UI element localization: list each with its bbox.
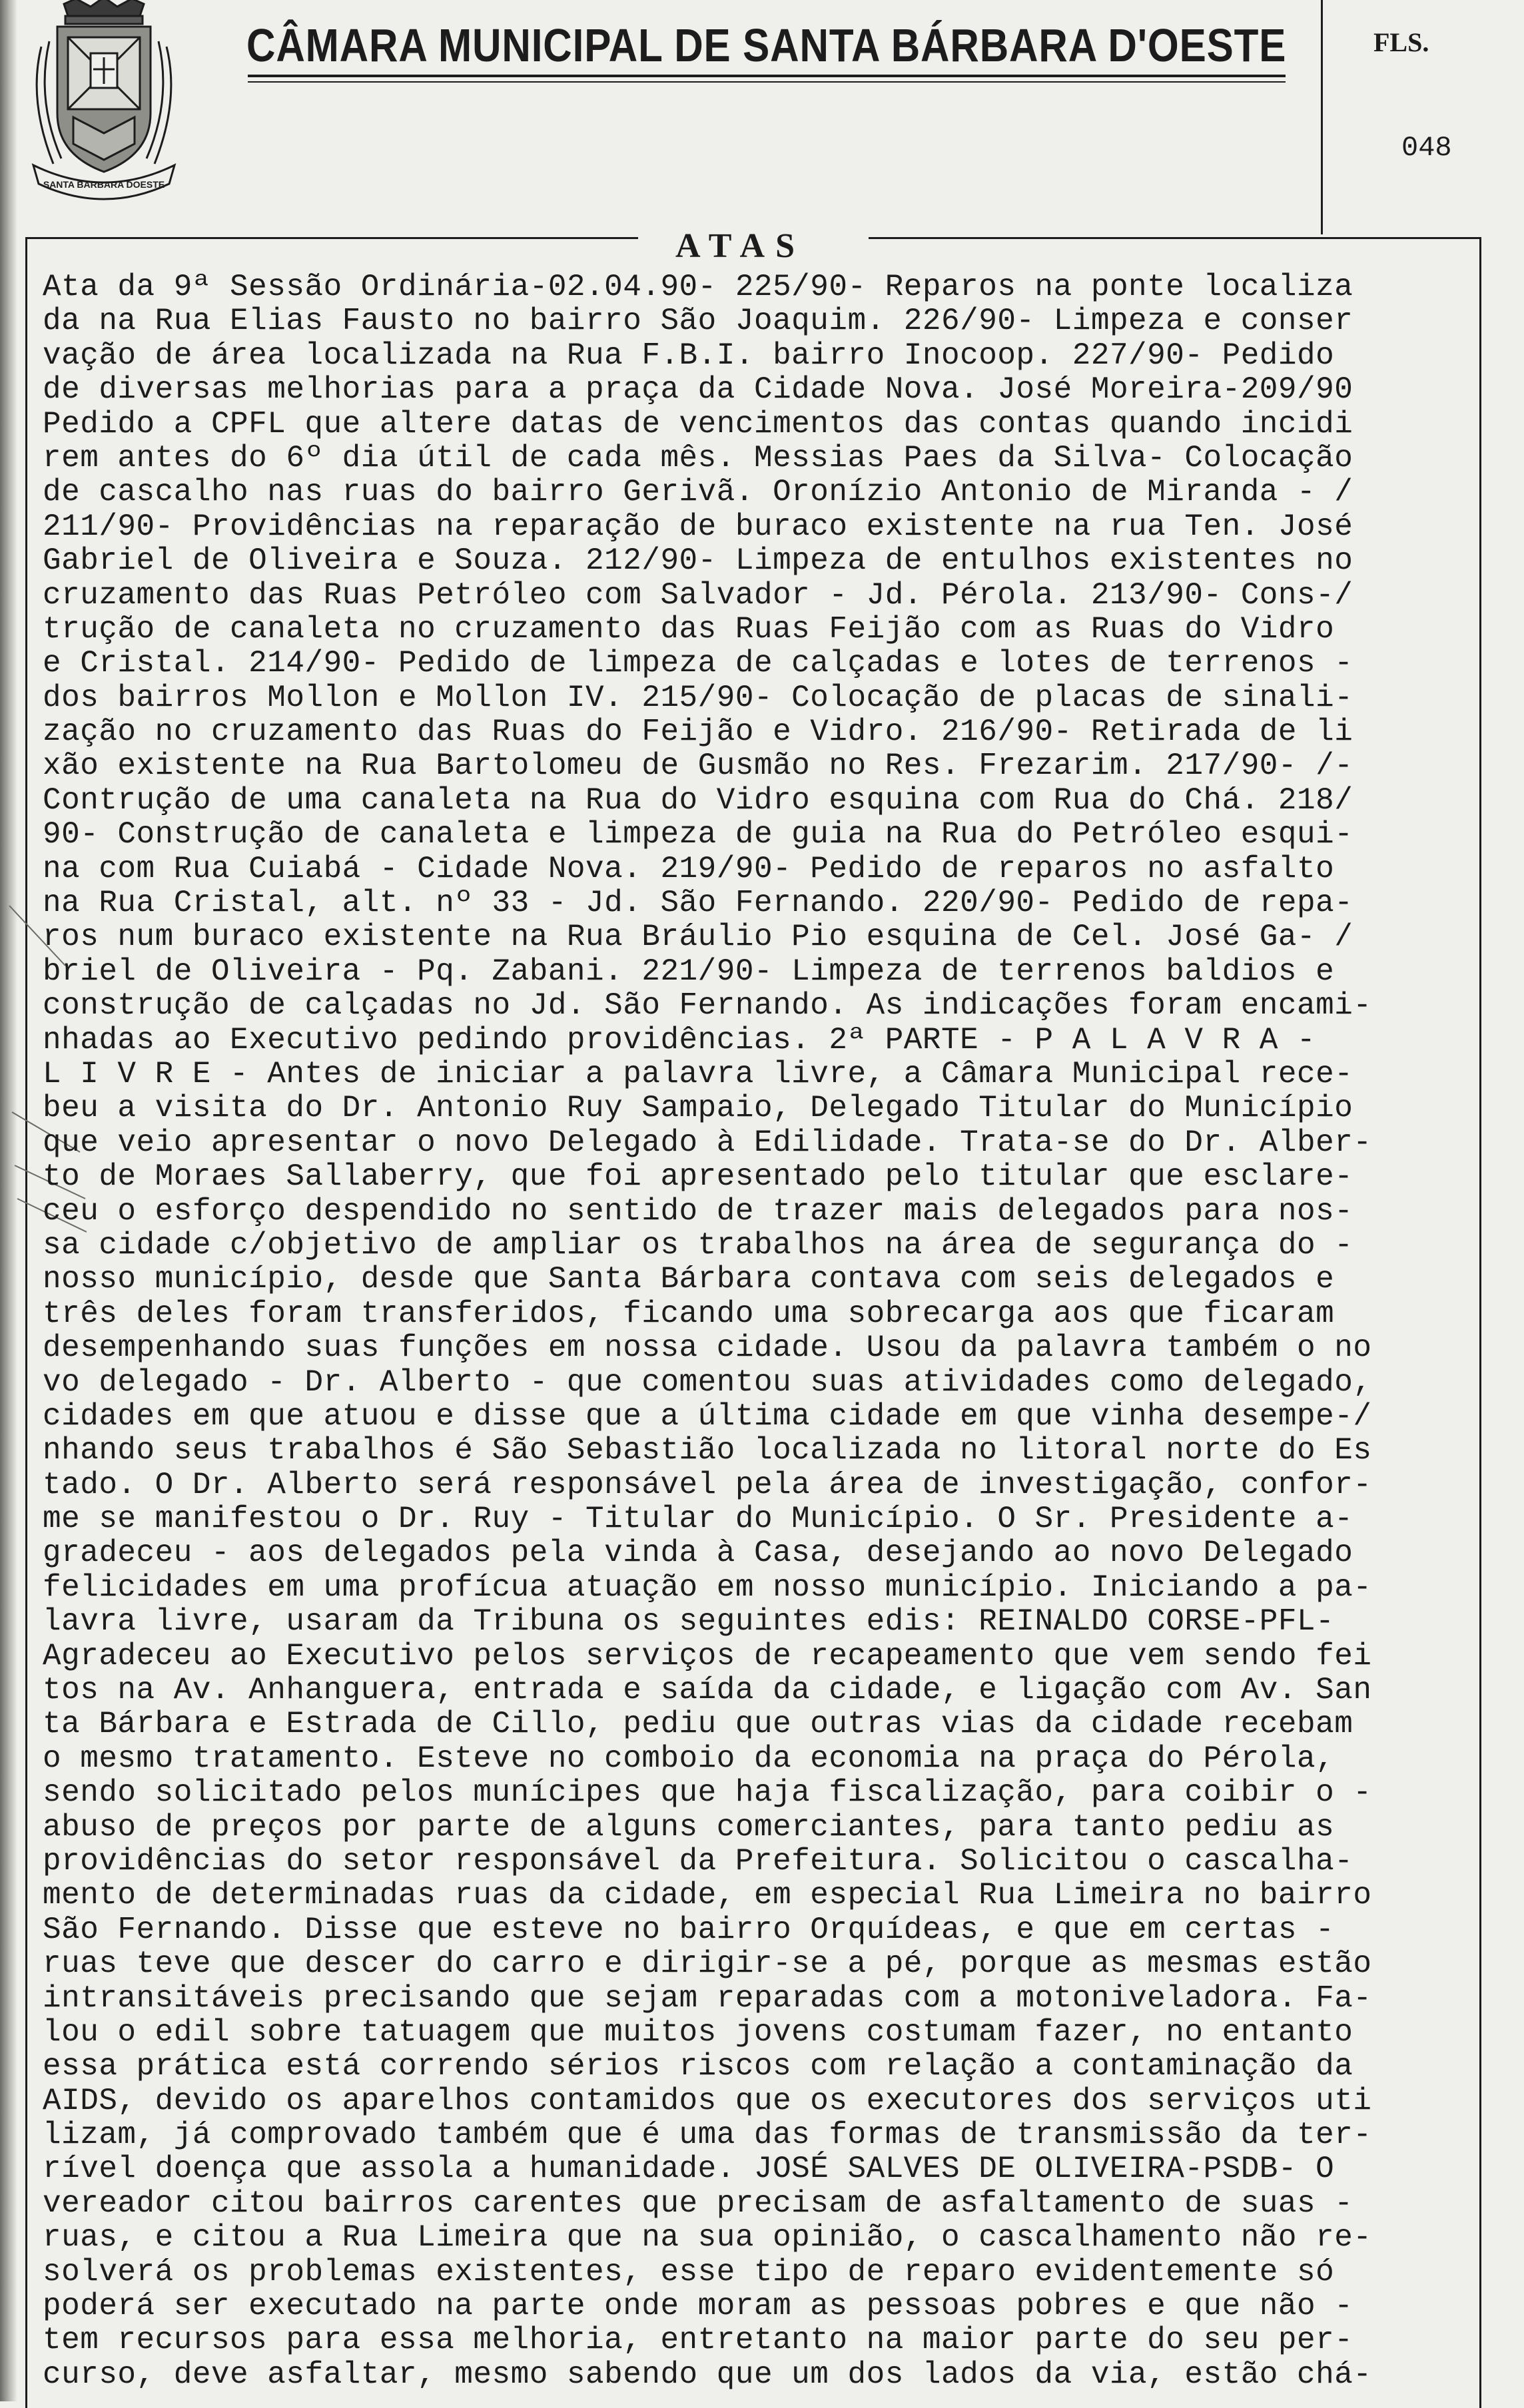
minutes-line: mento de determinadas ruas da cidade, em especial Rua Limeira no bairro xyxy=(43,1878,1372,1913)
minutes-line: cruzamento das Ruas Petróleo com Salvador - Jd. Pérola. 213/90- Cons-/ xyxy=(43,577,1353,613)
title-underline-thick xyxy=(248,75,1286,77)
minutes-line: lavra livre, usaram da Tribuna os seguintes edis: REINALDO CORSE-PFL- xyxy=(43,1604,1335,1640)
minutes-line: ruas teve que descer do carro e dirigir-se a pé, porque as mesmas estão xyxy=(43,1947,1372,1982)
minutes-line: vação de área localizada na Rua F.B.I. bairro Inocoop. 227/90- Pedido xyxy=(43,338,1335,373)
minutes-line: sa cidade c/objetivo de ampliar os trabalhos na área de segurança do - xyxy=(43,1227,1353,1263)
minutes-line: Pedido a CPFL que altere datas de vencimentos das contas quando incidi xyxy=(43,406,1353,442)
minutes-line: desempenhando suas funções em nossa cidade. Usou da palavra também o no xyxy=(43,1331,1372,1366)
minutes-line: 90- Construção de canaleta e limpeza de guia na Rua do Petróleo esqui- xyxy=(43,817,1353,852)
minutes-line: cidades em que atuou e disse que a última cidade em que vinha desempe-/ xyxy=(43,1398,1372,1434)
minutes-line: tos na Av. Anhanguera, entrada e saída da cidade, e ligação com Av. San xyxy=(43,1673,1372,1708)
minutes-line: tem recursos para essa melhoria, entretanto na maior parte do seu per- xyxy=(43,2323,1353,2358)
minutes-line: tado. O Dr. Alberto será responsável pela área de investigação, confor- xyxy=(43,1467,1372,1502)
minutes-line: intransitáveis precisando que sejam reparadas com a motoniveladora. Fa- xyxy=(43,1980,1372,2016)
minutes-line: na com Rua Cuiabá - Cidade Nova. 219/90- Pedido de reparos no asfalto xyxy=(43,851,1335,886)
minutes-line: briel de Oliveira - Pq. Zabani. 221/90- Limpeza de terrenos baldios e xyxy=(43,954,1335,989)
minutes-line: o mesmo tratamento. Esteve no comboio da economia na praça do Pérola, xyxy=(43,1741,1335,1776)
fls-label: FLS. xyxy=(1373,27,1429,57)
minutes-line: na Rua Cristal, alt. nº 33 - Jd. São Fernando. 220/90- Pedido de repa- xyxy=(43,886,1353,921)
minutes-line: vereador citou bairros carentes que precisam de asfaltamento de suas - xyxy=(43,2186,1353,2221)
section-title: ATAS xyxy=(675,227,805,265)
minutes-line: abuso de preços por parte de alguns comerciantes, para tanto pediu as xyxy=(43,1809,1335,1845)
minutes-line: ta Bárbara e Estrada de Cillo, pediu que outras vias da cidade recebam xyxy=(43,1707,1353,1742)
minutes-line: São Fernando. Disse que esteve no bairro Orquídeas, e que em certas - xyxy=(43,1912,1335,1947)
minutes-line: três deles foram transferidos, ficando uma sobrecarga aos que ficaram xyxy=(43,1296,1335,1331)
minutes-line: to de Moraes Sallaberry, que foi apresentado pelo titular que esclare- xyxy=(43,1159,1353,1195)
minutes-line: de diversas melhorias para a praça da Cidade Nova. José Moreira-209/90 xyxy=(43,372,1353,408)
minutes-body xyxy=(43,270,1475,2392)
minutes-line: zação no cruzamento das Ruas do Feijão e Vidro. 216/90- Retirada de li xyxy=(43,715,1353,750)
minutes-line: que veio apresentar o novo Delegado à Edilidade. Trata-se do Dr. Alber- xyxy=(43,1125,1372,1160)
page-number: 048 xyxy=(1401,132,1452,164)
minutes-line: sendo solicitado pelos munícipes que haja fiscalização, para coibir o - xyxy=(43,1775,1372,1811)
minutes-line: felicidades em uma profícua atuação em nosso município. Iniciando a pa- xyxy=(43,1570,1372,1605)
minutes-line: Contrução de uma canaleta na Rua do Vidro esquina com Rua do Chá. 218/ xyxy=(43,782,1353,818)
municipal-coat-of-arms xyxy=(27,0,181,206)
minutes-line: rem antes do 6º dia útil de cada mês. Messias Paes da Silva- Colocação xyxy=(43,440,1353,475)
minutes-line: Gabriel de Oliveira e Souza. 212/90- Limpeza de entulhos existentes no xyxy=(43,543,1353,579)
minutes-line: Agradeceu ao Executivo pelos serviços de recapeamento que vem sendo fei xyxy=(43,1638,1372,1673)
minutes-line: nhando seus trabalhos é São Sebastião localizada no litoral norte do Es xyxy=(43,1433,1372,1468)
minutes-line: solverá os problemas existentes, esse tipo de reparo evidentemente só xyxy=(43,2254,1335,2289)
minutes-line: beu a visita do Dr. Antonio Ruy Sampaio, Delegado Titular do Município xyxy=(43,1091,1353,1126)
minutes-line: L I V R E - Antes de iniciar a palavra livre, a Câmara Municipal rece- xyxy=(43,1056,1353,1091)
minutes-line: Ata da 9ª Sessão Ordinária-02.04.90- 225/90- Reparos na ponte localiza xyxy=(43,270,1353,304)
title-underline-thin xyxy=(248,81,1286,83)
minutes-line: ruas, e citou a Rua Limeira que na sua opinião, o cascalhamento não re- xyxy=(43,2220,1372,2256)
minutes-line: construção de calçadas no Jd. São Fernando. As indicações foram encami- xyxy=(43,988,1372,1024)
minutes-line: vo delegado - Dr. Alberto - que comentou suas atividades como delegado, xyxy=(43,1364,1372,1400)
minutes-line: curso, deve asfaltar, mesmo sabendo que um dos lados da via, estão chá- xyxy=(43,2357,1372,2392)
minutes-line: nosso município, desde que Santa Bárbara contava com seis delegados e xyxy=(43,1262,1335,1297)
minutes-line: nhadas ao Executivo pedindo providências. 2ª PARTE - P A L A V R A - xyxy=(43,1022,1316,1057)
minutes-line: essa prática está correndo sérios riscos com relação a contaminação da xyxy=(43,2049,1353,2084)
minutes-line: providências do setor responsável da Prefeitura. Solicitou o cascalha- xyxy=(43,1843,1353,1879)
minutes-line: poderá ser executado na parte onde moram as pessoas pobres e que não - xyxy=(43,2289,1353,2324)
minutes-line: ceu o esforço despendido no sentido de trazer mais delegados para nos- xyxy=(43,1193,1353,1229)
minutes-line: AIDS, devido os aparelhos contamidos que os executores dos serviços uti xyxy=(43,2083,1372,2118)
minutes-line: lou o edil sobre tatuagem que muitos jovens costumam fazer, no entanto xyxy=(43,2014,1353,2050)
minutes-line: trução de canaleta no cruzamento das Ruas Feijão com as Ruas do Vidro xyxy=(43,611,1335,647)
header-divider xyxy=(1321,0,1323,234)
chamber-title: CÂMARA MUNICIPAL DE SANTA BÁRBARA D'OESTE xyxy=(246,19,1287,71)
minutes-line: me se manifestou o Dr. Ruy - Titular do Município. O Sr. Presidente a- xyxy=(43,1502,1353,1537)
minutes-line: xão existente na Rua Bartolomeu de Gusmão no Res. Frezarim. 217/90- /- xyxy=(43,749,1353,784)
minutes-line: lizam, já comprovado também que é uma das formas de transmissão da ter- xyxy=(43,2118,1372,2153)
minutes-line: da na Rua Elias Fausto no bairro São Joaquim. 226/90- Limpeza e conser xyxy=(43,304,1353,339)
minutes-line: ros num buraco existente na Rua Bráulio Pio esquina de Cel. José Ga- / xyxy=(43,920,1353,955)
minutes-line: dos bairros Mollon e Mollon IV. 215/90- Colocação de placas de sinali- xyxy=(43,680,1353,715)
minutes-line: de cascalho nas ruas do bairro Gerivã. Oronízio Antonio de Miranda - / xyxy=(43,475,1353,510)
minutes-line: 211/90- Providências na reparação de buraco existente na rua Ten. José xyxy=(43,509,1353,544)
minutes-line: gradeceu - aos delegados pela vinda à Casa, desejando ao novo Delegado xyxy=(43,1536,1353,1571)
minutes-line: rível doença que assola a humanidade. JOSÉ SALVES DE OLIVEIRA-PSDB- O xyxy=(43,2152,1335,2187)
minutes-line: e Cristal. 214/90- Pedido de limpeza de calçadas e lotes de terrenos - xyxy=(43,646,1353,681)
emblem-ribbon-text: SANTA BARBARA DOESTE xyxy=(43,179,165,190)
